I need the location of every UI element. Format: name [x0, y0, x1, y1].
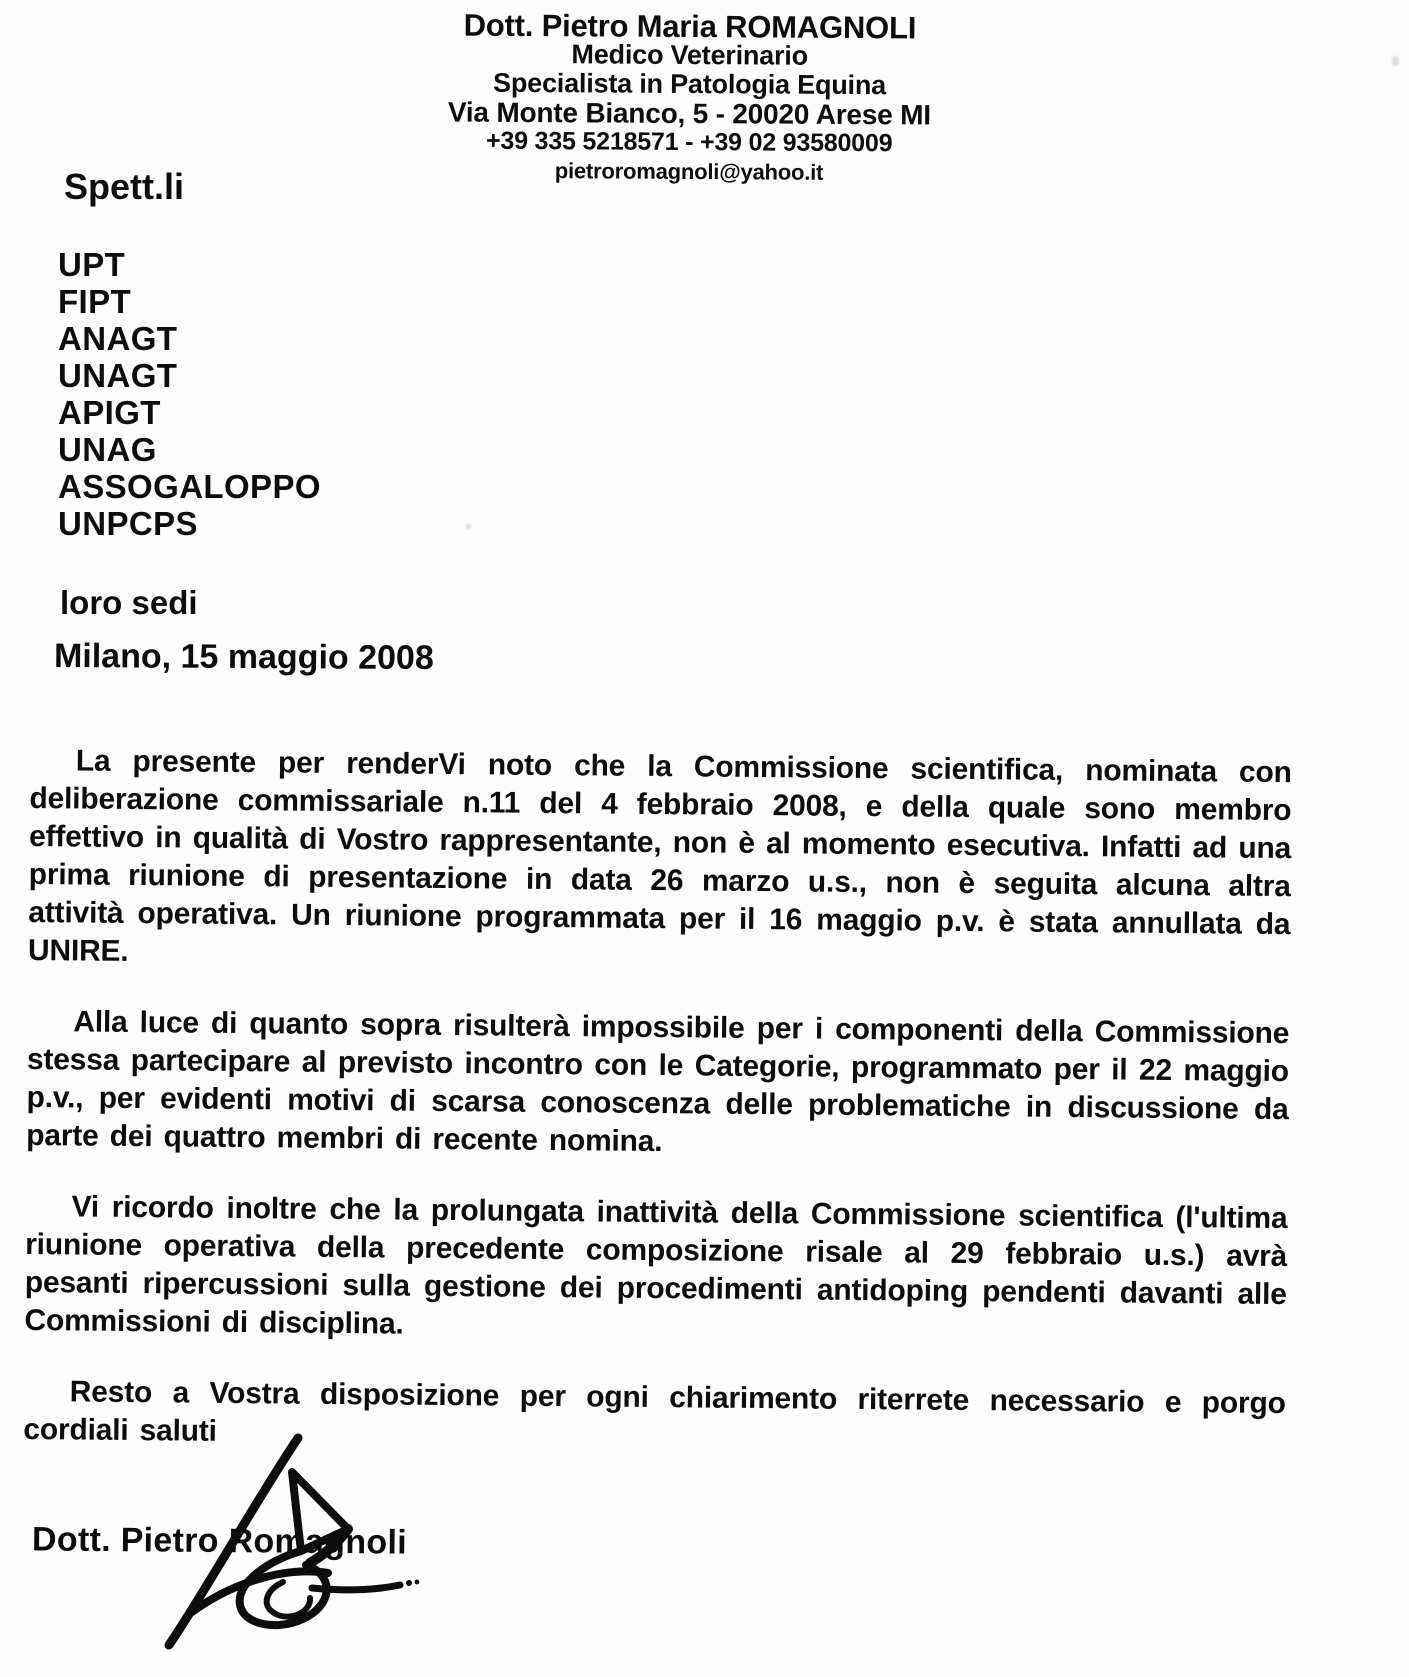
scan-speck: [466, 524, 471, 529]
scan-speck: [508, 1016, 514, 1022]
paragraph-4: Resto a Vostra disposizione per ogni chiarimento riterrete necessario e porgo cordiali saluti: [23, 1375, 1286, 1448]
recipients-location: loro sedi: [60, 584, 198, 621]
recipient-item: UNAGT: [58, 357, 178, 394]
recipient-item: ANAGT: [58, 320, 178, 357]
paragraph-2: Alla luce di quanto sopra risulterà impossibile per i componenti della Commissione stessa partecipare al previsto incontro con le Categorie, programmato per il 22 maggio p.v., per evidenti motivi di scarsa conoscenza delle problematiche in discussione da parte dei quattro membri di recente nomina.: [26, 1005, 1290, 1159]
recipient-item: UNAG: [58, 431, 157, 468]
letterhead: [0, 8, 1380, 190]
letter-body: [23, 742, 1292, 1461]
letterhead-phones: +39 335 5218571 - +39 02 93580009: [485, 126, 893, 158]
recipient-item: UNPCPS: [58, 505, 198, 542]
paragraph-3: Vi ricordo inoltre che la prolungata inattività della Commissione scientifica (l'ultima riunione operativa della precedente composizione risale al 29 febbraio u.s.) avrà pesanti ripercussioni sulla gestione dei procedimenti antidoping pendenti davanti alle Commissioni di disciplina.: [24, 1190, 1288, 1341]
recipient-item: UPT: [58, 246, 126, 283]
letterhead-email: pietroromagnoli@yahoo.it: [554, 158, 824, 185]
signature-name: Dott. Pietro Romagnoli: [31, 1520, 408, 1562]
letterhead-address: Via Monte Bianco, 5 - 20020 Arese MI: [447, 96, 931, 131]
recipient-list: [58, 246, 321, 542]
scan-speck: [1244, 1076, 1266, 1086]
letterhead-role: Medico Veterinario: [571, 39, 809, 71]
paragraph-1: La presente per renderVi noto che la Commissione scientifica, nominata con deliberazione commissariale n.11 del 4 febbraio 2008, e della quale sono membro effettivo in qualità di Vostro rappresentante, non è al momento esecutiva. Infatti ad una prima riunione di presentazione in data 26 marzo u.s., non è seguita alcuna altra attività operativa. Un riunione programmata per il 16 maggio p.v. è stata annullata da UNIRE.: [27, 744, 1292, 968]
recipient-item: APIGT: [58, 394, 161, 431]
letterhead-specialty: Specialista in Patologia Equina: [493, 67, 887, 101]
salutation: Spett.li: [64, 166, 185, 207]
dateline: Milano, 15 maggio 2008: [53, 637, 434, 677]
scan-speck: [1392, 56, 1399, 66]
recipient-item: FIPT: [58, 283, 132, 320]
handwritten-signature: [162, 1432, 424, 1654]
recipient-item: ASSOGALOPPO: [58, 468, 321, 505]
letterhead-name: Dott. Pietro Maria ROMAGNOLI: [463, 7, 917, 46]
